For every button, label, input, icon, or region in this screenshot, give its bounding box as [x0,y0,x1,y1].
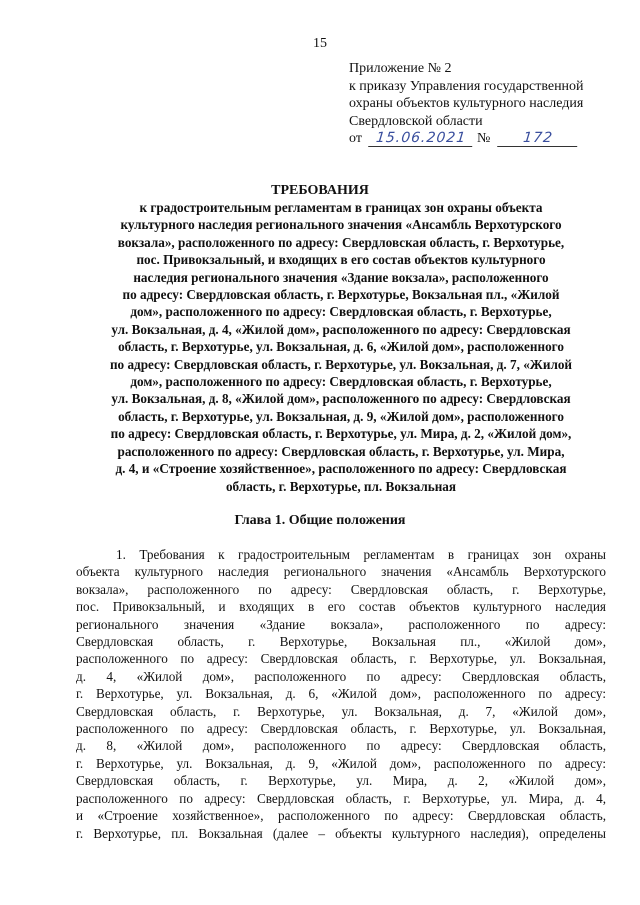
order-date-number-line [349,130,629,148]
subtitle-line: наследия регионального значения «Здание вокзала», расположенного [133,269,549,285]
handwritten-number: 172 [497,131,579,147]
subtitle-line: д. 4, и «Строение хозяйственное», расположенного по адресу: Свердловская [115,461,567,477]
subtitle-line: пос. Привокзальный, и входящих в его состав объектов культурного [136,252,546,268]
paragraph-1 [76,546,606,842]
number-label: № [476,131,491,146]
subtitle-line: дом», расположенного по адресу: Свердловская область, г. Верхотурье, [130,304,552,320]
subtitle-line: дом», расположенного по адресу: Свердловская область, г. Верхотурье, [130,374,552,390]
paragraph-line: вокзала», расположенного по адресу: Свердловская область, г. Верхотурье, [76,581,606,597]
subtitle-line: культурного наследия регионального значения «Ансамбль Верхотурского [120,217,562,233]
appendix-line-2: к приказу Управления государственной [349,78,584,94]
paragraph-line: и «Строение хозяйственное», расположенного по адресу: Свердловская область, [76,808,606,824]
subtitle-line: ул. Вокзальная, д. 4, «Жилой дом», расположенного по адресу: Свердловская [111,321,571,337]
document-title: ТРЕБОВАНИЯ [271,183,369,198]
paragraph-line: расположенного по адресу: Свердловская область, г. Верхотурье, ул. Вокзальная, [76,721,606,737]
paragraph-line: Свердловская область, г. Верхотурье, ул. Вокзальная, д. 7, «Жилой дом», [76,703,606,719]
paragraph-line: Свердловская область, г. Верхотурье, ул. Мира, д. 2, «Жилой дом», [76,773,606,789]
subtitle-line: область, г. Верхотурье, пл. Вокзальная [225,478,457,494]
document-subtitle [76,199,606,495]
subtitle-line: к градостроительным регламентам в границах зон охраны объекта [139,200,543,215]
paragraph-line: г. Верхотурье, пл. Вокзальная (далее – объекты культурного наследия), определены [76,825,606,841]
appendix-line-4: Свердловской области [349,113,483,129]
from-label: от [349,131,362,146]
subtitle-line: вокзала», расположенного по адресу: Свердловская область, г. Верхотурье, [117,234,565,250]
handwritten-date: 15.06.2021 [369,131,475,147]
paragraph-line: 1. Требования к градостроительным регламентам в границах зон охраны [116,547,606,562]
paragraph-line: расположенного по адресу: Свердловская область, г. Верхотурье, ул. Мира, д. 4, [76,790,606,806]
paragraph-line: расположенного по адресу: Свердловская область, г. Верхотурье, ул. Вокзальная, [76,651,606,667]
subtitle-line: область, г. Верхотурье, ул. Вокзальная, д. 9, «Жилой дом», расположенного [118,408,564,424]
chapter-heading: Глава 1. Общие положения [234,513,406,528]
paragraph-line: г. Верхотурье, ул. Вокзальная, д. 9, «Жилой дом», расположенного по адресу: [76,755,606,771]
paragraph-line: г. Верхотурье, ул. Вокзальная, д. 6, «Жилой дом», расположенного по адресу: [76,686,606,702]
subtitle-line: расположенного по адресу: Свердловская область, г. Верхотурье, ул. Мира, [117,443,565,459]
appendix-line-3: охраны объектов культурного наследия [349,96,584,111]
subtitle-line: ул. Вокзальная, д. 8, «Жилой дом», расположенного по адресу: Свердловская [111,391,571,407]
paragraph-line: д. 4, «Жилой дом», расположенного по адресу: Свердловская область, [76,668,606,684]
subtitle-line: по адресу: Свердловская область, г. Верхотурье, Вокзальная пл., «Жилой [122,287,560,303]
subtitle-line: область, г. Верхотурье, ул. Вокзальная, д. 6, «Жилой дом», расположенного [118,339,564,355]
paragraph-line: объекта культурного наследия регионального значения «Ансамбль Верхотурского [76,564,606,580]
paragraph-line: регионального значения «Здание вокзала», расположенного по адресу: [76,616,606,632]
appendix-block [349,60,629,148]
page-number: 15 [313,36,327,51]
paragraph-line: пос. Привокзальный, и входящих в его состав объектов культурного наследия [76,599,606,615]
paragraph-line: Свердловская область, г. Верхотурье, Вокзальная пл., «Жилой дом», [76,634,606,650]
paragraph-line: д. 8, «Жилой дом», расположенного по адресу: Свердловская область, [76,738,606,754]
subtitle-line: по адресу: Свердловская область, г. Верхотурье, ул. Вокзальная, д. 7, «Жилой [109,356,573,372]
appendix-line-1: Приложение № 2 [349,61,452,76]
subtitle-line: по адресу: Свердловская область, г. Верхотурье, ул. Мира, д. 2, «Жилой дом», [110,426,572,442]
